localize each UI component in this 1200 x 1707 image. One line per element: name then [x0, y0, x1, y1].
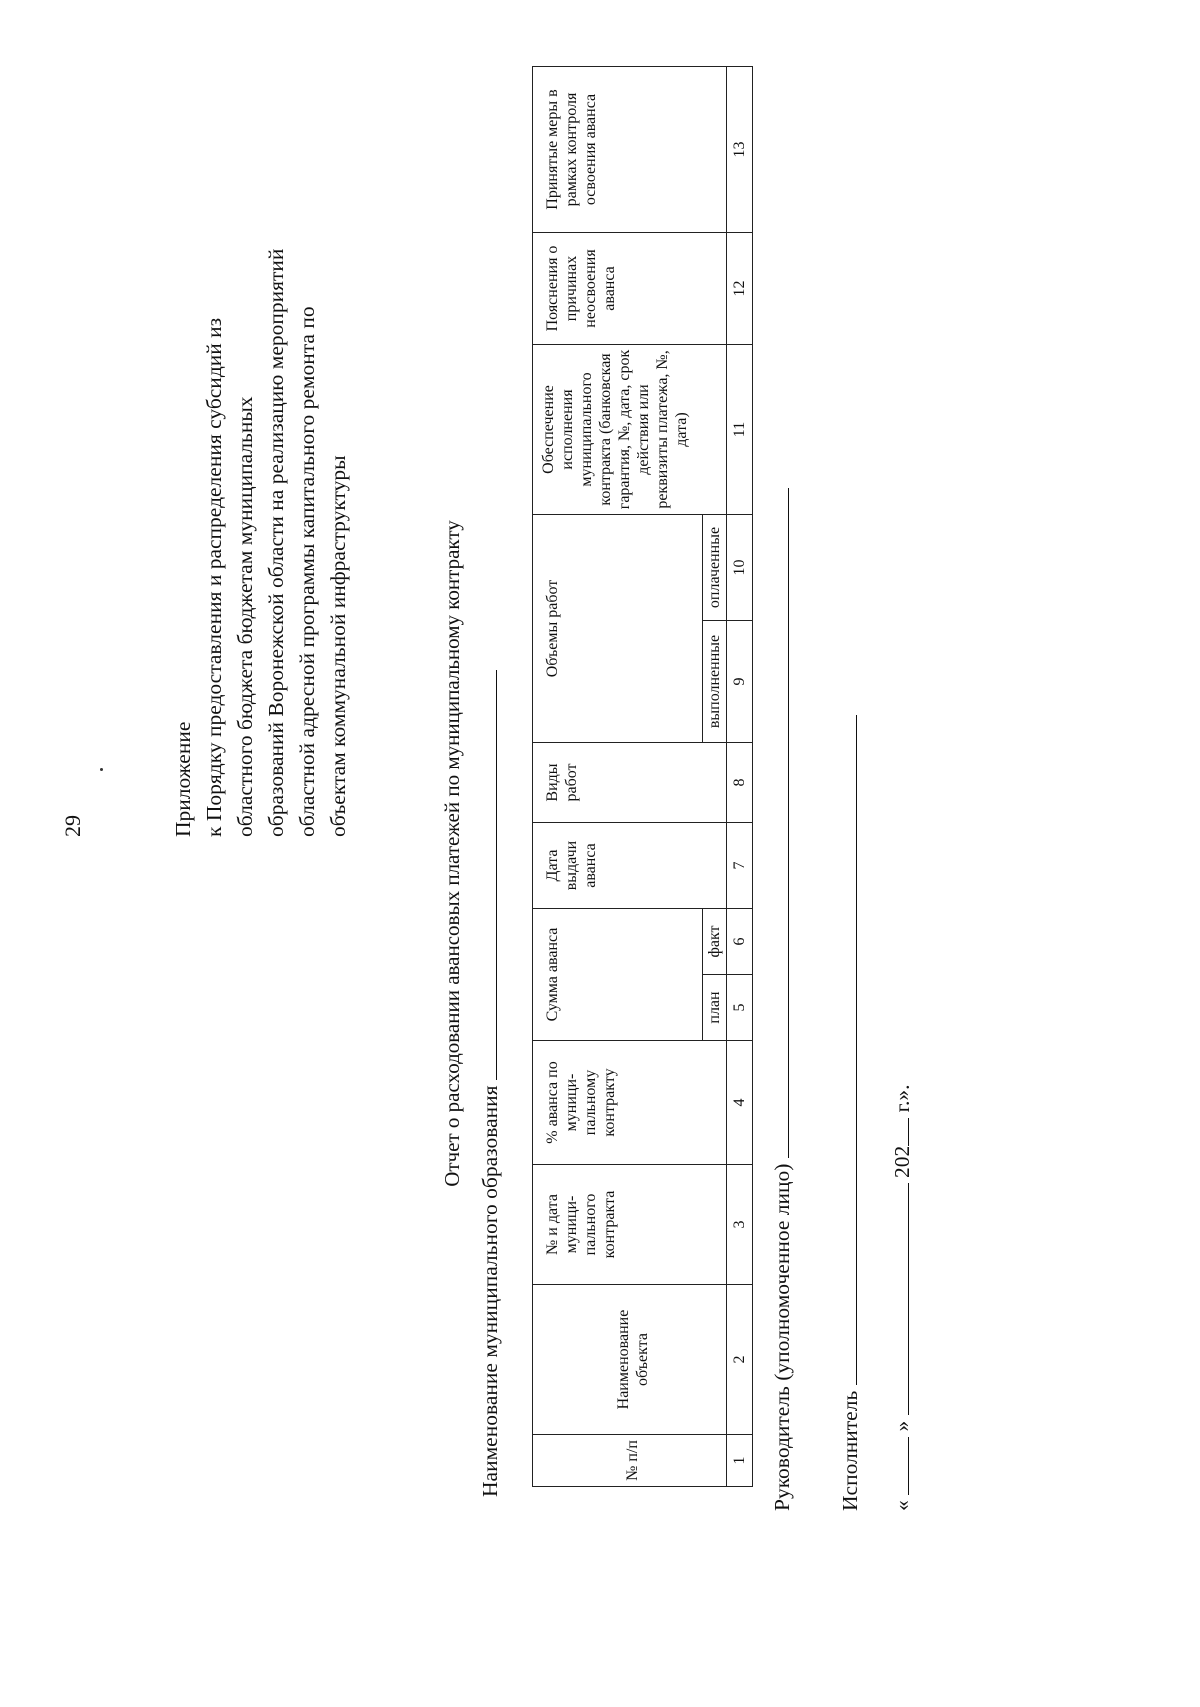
column-number: 10 [727, 514, 753, 620]
municipality-blank [478, 670, 497, 1080]
column-number: 9 [727, 621, 753, 743]
date-year-prefix: 202 [890, 1145, 914, 1178]
scan-speck [100, 768, 103, 771]
header-col-2: Наименование объекта [533, 1285, 727, 1435]
header-col-5-6: Сумма аванса [533, 909, 703, 1041]
column-number: 11 [727, 344, 753, 514]
appendix-line: областной адресной программы капитального ремонта по [295, 306, 319, 837]
header-col-8: Виды работ [533, 743, 727, 823]
header-col-4: % аванса по муници-пальному контракту [533, 1041, 727, 1165]
column-number: 7 [727, 823, 753, 909]
signer-line [770, 488, 795, 1511]
column-number: 5 [727, 975, 753, 1041]
column-number: 6 [727, 909, 753, 975]
date-year-suffix: г.». [890, 1084, 914, 1113]
date-open-quote: « [890, 1500, 914, 1511]
header-col-12: Пояснения о причинах неосвоения аванса [533, 232, 727, 344]
executor-blank [838, 715, 857, 1385]
column-number-row [727, 66, 753, 1486]
municipality-label: Наименование муниципального образования [478, 1085, 502, 1497]
column-number: 2 [727, 1285, 753, 1435]
executor-label: Исполнитель [838, 1390, 862, 1511]
date-day-blank [890, 1437, 909, 1495]
appendix-line: образований Воронежской области на реализацию мероприятий [264, 248, 288, 837]
column-number: 4 [727, 1041, 753, 1165]
header-col-10: оплаченные [703, 514, 727, 620]
header-col-11: Обеспечение исполнения муниципального контракта (банковская гарантия, №, дата, срок действия или реквизиты платежа, №, дата) [533, 344, 727, 514]
column-number: 8 [727, 743, 753, 823]
header-col-6: факт [703, 909, 727, 975]
signer-label: Руководитель (уполномоченное лицо) [770, 1163, 794, 1511]
date-close-quote: » [890, 1420, 914, 1432]
column-number: 12 [727, 232, 753, 344]
header-col-7: Дата выдачи аванса [533, 823, 727, 909]
appendix-line: областного бюджета бюджетам муниципальных [233, 396, 257, 837]
header-col-9: выполненные [703, 621, 727, 743]
executor-line [838, 715, 863, 1511]
date-year-blank [890, 1118, 909, 1146]
column-number: 13 [727, 66, 753, 232]
date-line [890, 1084, 915, 1511]
header-row [533, 66, 703, 1486]
appendix-header [168, 77, 354, 837]
signer-blank [770, 488, 789, 1158]
header-col-5: план [703, 975, 727, 1041]
header-col-9-10: Объемы работ [533, 514, 703, 742]
header-col-1: № п/п [533, 1435, 727, 1487]
page-number: 29 [60, 815, 85, 837]
column-number: 3 [727, 1165, 753, 1285]
appendix-line: к Порядку предоставления и распределения субсидий из [202, 317, 226, 837]
municipality-line [478, 670, 503, 1497]
header-col-13: Принятые меры в рамках контроля освоения аванса [533, 66, 727, 232]
date-month-blank [890, 1183, 909, 1415]
column-number: 1 [727, 1435, 753, 1487]
appendix-line: объектам коммунальной инфраструктуры [326, 455, 350, 837]
appendix-line: Приложение [171, 721, 195, 837]
report-table [532, 66, 753, 1487]
header-col-3: № и дата муници-пального контракта [533, 1165, 727, 1285]
report-title: Отчет о расходовании авансовых платежей по муниципальному контракту [440, 520, 464, 1187]
